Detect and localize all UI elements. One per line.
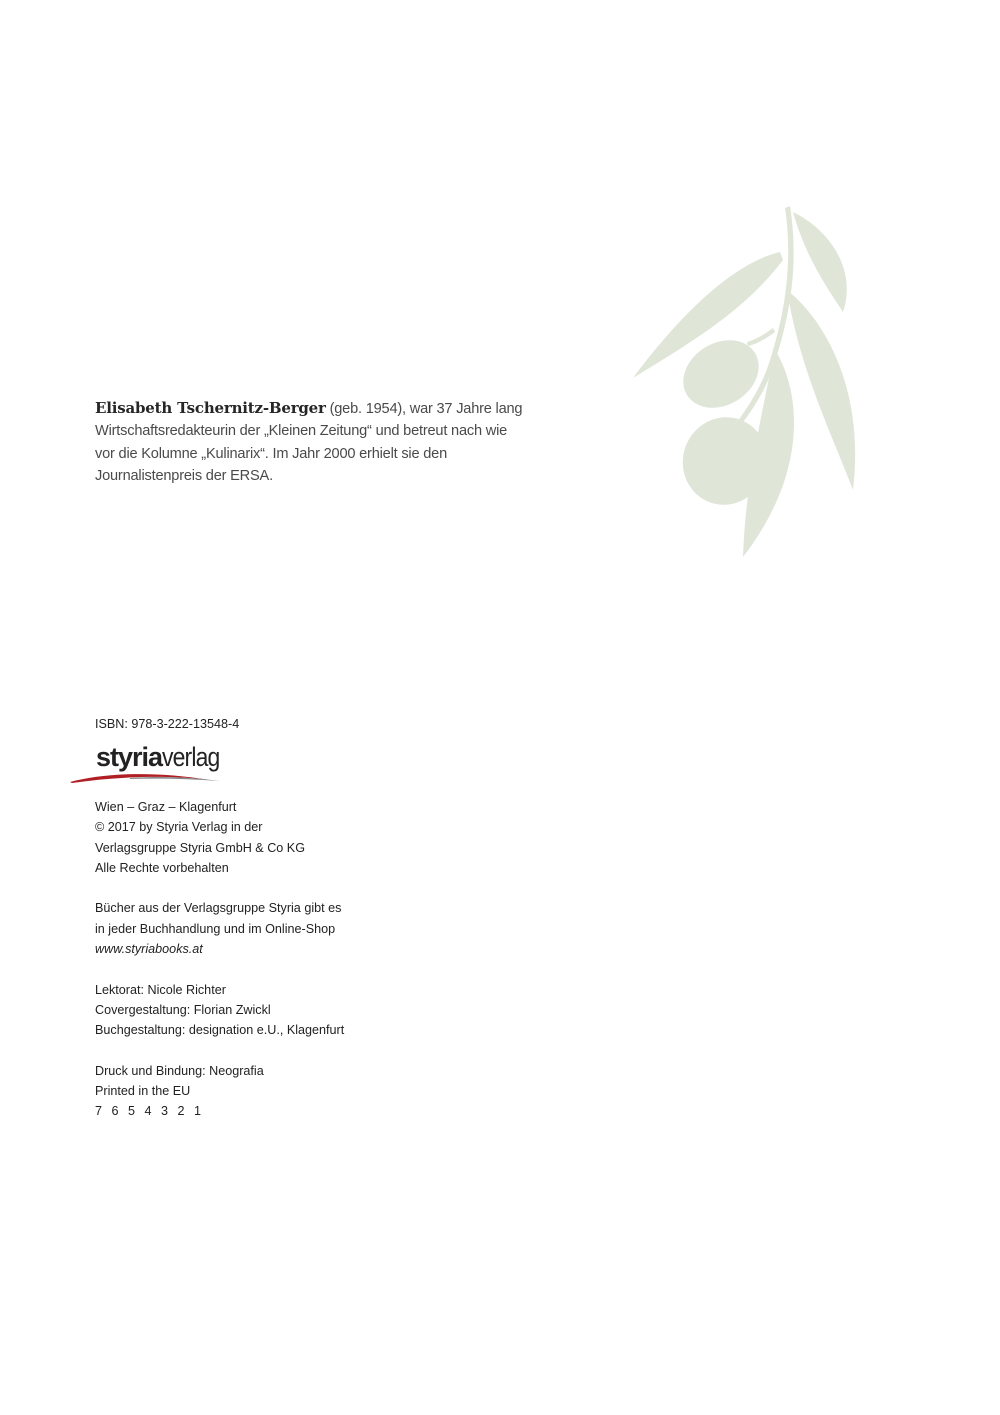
imprint-line: Bücher aus der Verlagsgruppe Styria gibt es bbox=[95, 901, 342, 916]
styria-verlag-logo bbox=[70, 742, 220, 784]
isbn: ISBN: 978-3-222-13548-4 bbox=[95, 717, 240, 731]
author-name: Elisabeth Tschernitz-Berger bbox=[95, 399, 326, 417]
author-bio bbox=[95, 397, 525, 487]
logo-wordmark-light: verlag bbox=[162, 742, 220, 772]
imprint-line: Covergestaltung: Florian Zwickl bbox=[95, 1002, 271, 1017]
imprint-line: Buchgestaltung: designation e.U., Klagenfurt bbox=[95, 1023, 345, 1038]
logo-wordmark bbox=[96, 742, 230, 772]
imprint-line: Druck und Bindung: Neografia bbox=[95, 1063, 264, 1078]
author-bio-text: (geb. 1954), war 37 Jahre lang Wirtschaftsredakteurin der „Kleinen Zeitung“ und betreut nach wie vor die Kolumne „Kulinarix“. Im Jahr 2000 erhielt sie den Journalistenpreis der ERSA. bbox=[95, 401, 523, 484]
imprint-line: Wien – Graz – Klagenfurt bbox=[95, 800, 237, 814]
imprint-line: Alle Rechte vorbehalten bbox=[95, 860, 229, 875]
olive-branch-icon bbox=[625, 200, 865, 565]
print-run-numbers: 7 6 5 4 3 2 1 bbox=[95, 1104, 205, 1119]
imprint-line: Lektorat: Nicole Richter bbox=[95, 982, 226, 997]
imprint-line: in jeder Buchhandlung und im Online-Shop bbox=[95, 921, 336, 936]
website-link[interactable]: www.styriabooks.at bbox=[95, 942, 203, 957]
imprint-line: © 2017 by Styria Verlag in der bbox=[95, 820, 263, 835]
logo-wordmark-bold: styria bbox=[96, 742, 163, 772]
logo-swoosh-icon bbox=[70, 770, 220, 784]
imprint bbox=[95, 797, 344, 1122]
imprint-line: Printed in the EU bbox=[95, 1084, 191, 1099]
imprint-line: Verlagsgruppe Styria GmbH & Co KG bbox=[95, 840, 305, 855]
